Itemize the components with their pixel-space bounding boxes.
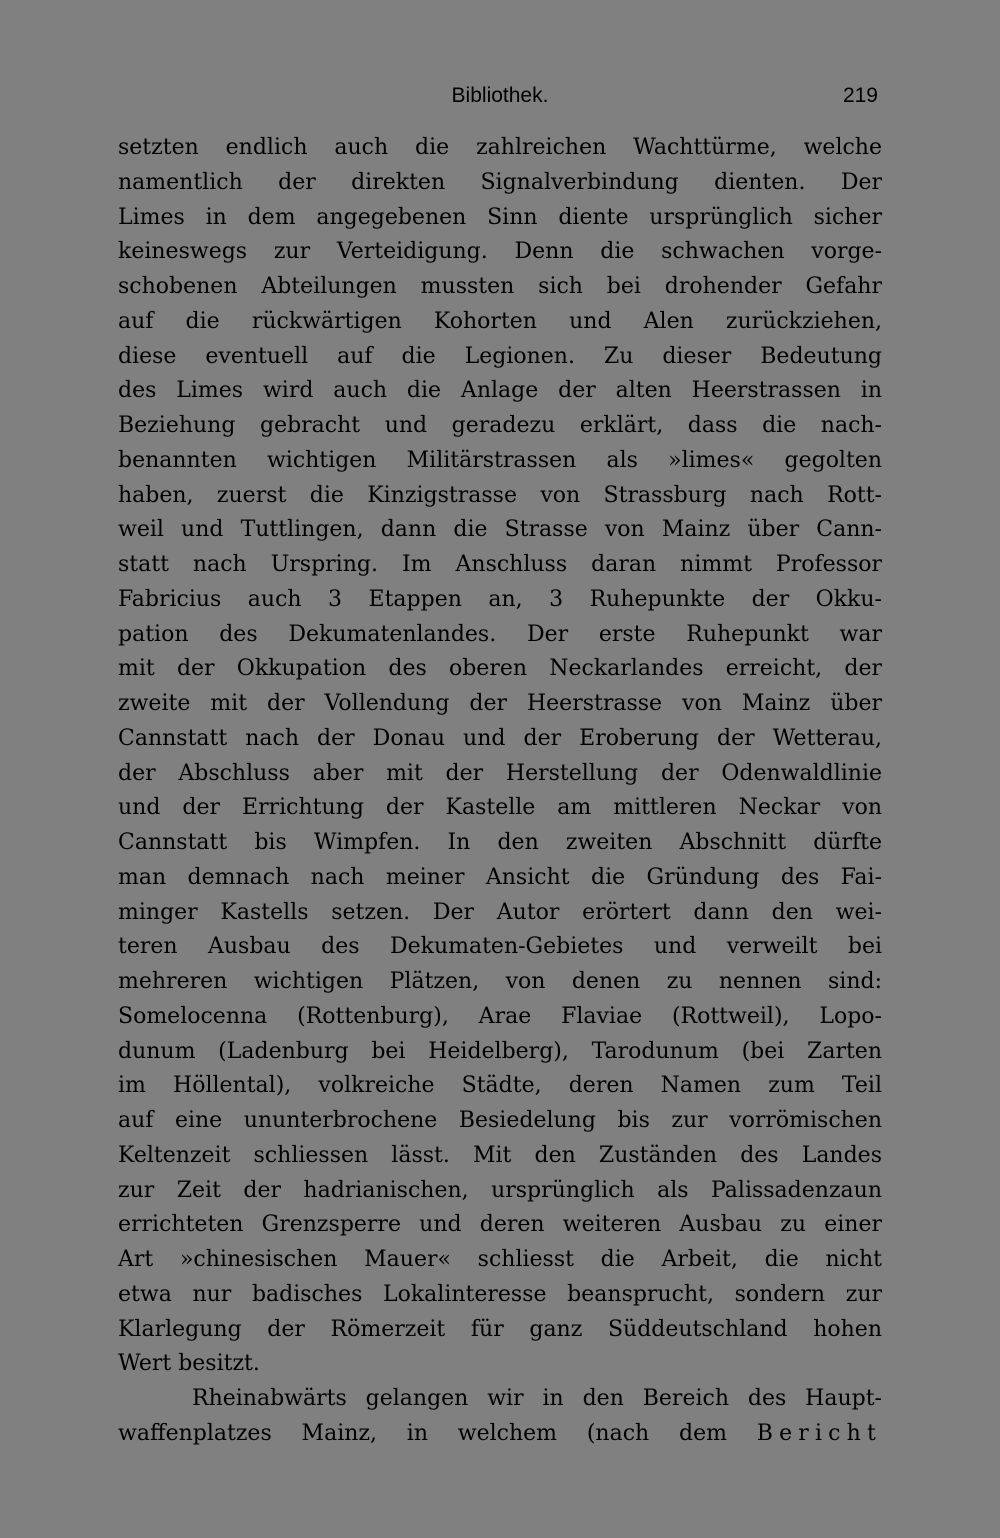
paragraph-start-line: Rheinabwärts gelangen wir in den Bereich des Haupt- [192,1386,882,1411]
text-line: Beziehung gebracht und geradezu erklärt, dass die nach- [118,413,882,438]
text-line: der Abschluss aber mit der Herstellung der Odenwaldlinie [118,760,882,786]
text-line: statt nach Urspring. Im Anschluss daran nimmt Professor [118,552,882,577]
text-line: Fabricius auch 3 Etappen an, 3 Ruhepunkte der Okku- [118,586,882,612]
text-line: Keltenzeit schliessen lässt. Mit den Zuständen des Landes [118,1142,882,1168]
page-number: 219 [842,84,878,107]
final-line [118,1417,882,1452]
body-text [118,131,882,1452]
text-line: zur Zeit der hadrianischen, ursprünglich als Palissadenzaun [118,1177,882,1203]
text-line: und der Errichtung der Kastelle am mittleren Neckar von [118,795,882,821]
text-line: auf eine ununterbrochene Besiedelung bis zur vorrömischen [118,1108,882,1133]
running-title: Bibliothek. [451,84,549,107]
running-head [118,78,882,114]
text-line: diese eventuell auf die Legionen. Zu dieser Bedeutung [118,343,882,369]
text-line: schobenen Abteilungen mussten sich bei drohender Gefahr [118,274,882,299]
text-line: Somelocenna (Rottenburg), Arae Flaviae (Rottweil), Lopo- [118,1003,882,1029]
text-line: im Höllental), volkreiche Städte, deren Namen zum Teil [118,1073,882,1099]
text-line: keineswegs zur Verteidigung. Denn die schwachen vorge- [118,239,882,265]
text-line: benannten wichtigen Militärstrassen als »limes« gegolten [118,447,882,473]
text-line: Cannstatt nach der Donau und der Eroberung der Wetterau, [118,725,882,751]
text-line: etwa nur badisches Lokalinteresse beansprucht, sondern zur [118,1281,882,1307]
text-line: namentlich der direkten Signalverbindung dienten. Der [118,169,882,195]
text-line: mit der Okkupation des oberen Neckarlandes erreicht, der [118,656,882,682]
text-line: Limes in dem angegebenen Sinn diente ursprünglich sicher [118,204,882,230]
text-line: Klarlegung der Römerzeit für ganz Süddeutschland hohen [118,1316,882,1342]
text-line: des Limes wird auch die Anlage der alten Heerstrassen in [118,378,882,404]
text-line: weil und Tuttlingen, dann die Strasse von Mainz über Cann- [118,517,882,543]
text-line: Art »chinesischen Mauer« schliesst die Arbeit, die nicht [118,1247,882,1272]
text-line: Cannstatt bis Wimpfen. In den zweiten Abschnitt dürfte [118,830,882,855]
final-line-text: waffenplatzes Mainz, in welchem (nach dem [118,1420,727,1446]
spaced-word: Bericht [756,1420,882,1446]
text-line: teren Ausbau des Dekumaten-Gebietes und verweilt bei [118,934,882,960]
text-line: setzten endlich auch die zahlreichen Wachttürme, welche [118,135,882,160]
text-line: man demnach nach meiner Ansicht die Gründung des Fai- [118,864,882,890]
text-line: auf die rückwärtigen Kohorten und Alen zurückziehen, [118,308,882,334]
text-line: errichteten Grenzsperre und deren weiteren Ausbau zu einer [118,1212,882,1238]
text-line: pation des Dekumatenlandes. Der erste Ruhepunkt war [118,621,882,647]
paragraph-end-line: Wert besitzt. [118,1351,260,1377]
text-line: mehreren wichtigen Plätzen, von denen zu nennen sind: [118,969,882,994]
text-line: minger Kastells setzen. Der Autor erörtert dann den wei- [118,899,882,925]
text-line: haben, zuerst die Kinzigstrasse von Strassburg nach Rott- [118,482,882,508]
text-line: zweite mit der Vollendung der Heerstrasse von Mainz über [118,691,882,716]
text-line: dunum (Ladenburg bei Heidelberg), Tarodunum (bei Zarten [118,1038,882,1064]
